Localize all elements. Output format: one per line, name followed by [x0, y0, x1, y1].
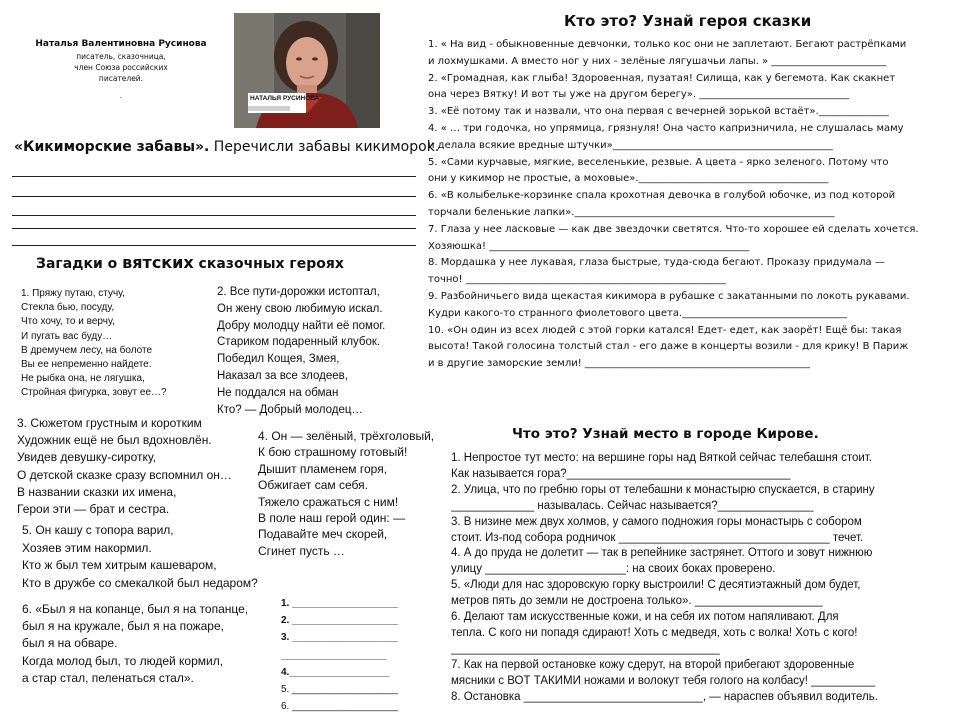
- riddle-5: [22, 522, 258, 592]
- answer-blank[interactable]: 5. ___________________: [281, 684, 398, 696]
- hero-line: 9. Разбойничьего вида щекастая кикимора в рубашке с закатанными по локоть рукавами.: [428, 290, 910, 302]
- answer-blank[interactable]: 4.__________________: [281, 666, 390, 678]
- answer-blank[interactable]: 3. ___________________: [281, 632, 398, 644]
- riddle-line: а стар стал, пеленаться стал».: [22, 670, 194, 685]
- hero-line: и делала всякие вредные штучки»____________________________________________: [428, 139, 833, 151]
- hero-line: и в другие заморские земли! _____________________________________________: [428, 358, 810, 370]
- author-desc-line: член Союза российских: [74, 63, 168, 72]
- hero-line: 7. Глаза у нее ласковые — как две звездочки светятся. Что-то хорошее ей сделать хочется.: [428, 223, 919, 235]
- place-line: стоит. Из-под собора родничок _________________________________ течет.: [451, 531, 864, 544]
- kikimora-task: Перечисли забавы кикимороk.: [209, 139, 440, 155]
- riddle-line: В поле наш герой один: —: [258, 511, 406, 526]
- riddle-line: Герои эти — брат и сестра.: [17, 502, 170, 517]
- place-line: __________________________________________: [451, 642, 720, 655]
- riddle-line: Добру молодцу найти её помог.: [217, 319, 386, 332]
- author-name: Наталья Валентиновна Русинова: [35, 39, 207, 49]
- place-line: 4. А до пруда не долетит — так в репейнике застрянет. Оттого и зовут нижнюю: [451, 547, 873, 560]
- riddle-1: [21, 287, 167, 401]
- riddles-title: [36, 253, 344, 272]
- riddle-line: Дышит пламенем горя,: [258, 461, 388, 476]
- hero-line: высота! Такой голосина толстый стал - его даже в концерты возили - для крику! В Париж: [428, 341, 909, 353]
- riddle-line: Вы ее непременно найдете.: [21, 359, 152, 371]
- riddle-line: был я на кружале, был я на пожаре,: [22, 619, 224, 634]
- kikimora-title: «Кикиморские забавы».: [14, 139, 210, 155]
- hero-line: она через Вятку! И вот ты уже на другом берегу». ______________________________: [428, 89, 850, 101]
- answer-line: [12, 228, 416, 229]
- answer-blank[interactable]: 1. ___________________: [281, 598, 398, 609]
- answer-blank[interactable]: 6. ___________________: [281, 701, 398, 713]
- riddle-line: был я на обваре.: [22, 636, 118, 651]
- riddle-answers: [281, 595, 398, 715]
- author-desc-line: писатель, сказочница,: [76, 52, 166, 61]
- photo-caption: НАТАЛЬЯ РУСИНОВА: [250, 95, 320, 102]
- hero-line: 8. Мордашка у нее лукавая, глаза быстрые, туда-сюда бегают. Проказу придумала —: [428, 257, 885, 269]
- riddle-line: И пугать вас буду…: [21, 330, 113, 342]
- riddle-line: Что хочу, то и верчу,: [21, 316, 115, 328]
- hero-line: они у кикимор не простые, а моховые».______________________________________: [428, 173, 829, 185]
- riddle-line: Стариком подаренный клубок.: [217, 336, 381, 349]
- hero-line: точно! ____________________________________________________: [428, 274, 726, 286]
- hero-line: 6. «В колыбельке-корзинке спала крохотная девочка в голубой юбочке, из под которой: [428, 190, 896, 202]
- hero-line: 5. «Сами курчавые, мягкие, веселенькие, резвые. А цвета - ярко зеленого. Потому что: [428, 156, 889, 168]
- answer-line: [12, 215, 416, 216]
- riddle-line: К бою страшному готовый!: [258, 445, 408, 460]
- riddle-line: Он жену свою любимую искал.: [217, 302, 383, 315]
- riddle-line: 6. «Был я на копанце, был я на топанце,: [22, 602, 249, 616]
- riddle-line: Стройная фигурка, зовут ее…?: [21, 387, 167, 399]
- places-list: [451, 451, 951, 706]
- riddle-line: Стекла бью, посуду,: [21, 302, 115, 314]
- answer-line: [12, 176, 416, 177]
- place-line: 5. «Люди для нас здоровскую горку выстроили! С десятиэтажный дом будет,: [451, 579, 861, 592]
- riddle-4: [258, 428, 434, 559]
- place-line: 1. Непростое тут место: на вершине горы над Вяткой сейчас телебашня стоит.: [451, 452, 872, 464]
- riddle-line: Сгинет пусть …: [258, 543, 345, 558]
- place-line: метров пять до земли не достроена только». ____________________: [451, 595, 823, 608]
- place-line: тепла. С кого ни попадя сдирают! Хоть с медведя, хоть с волка! Хоть с кого!: [451, 626, 858, 639]
- riddle-line: 5. Он кашу с топора варил,: [22, 523, 174, 537]
- hero-line: 1. « На вид - обыкновенные девчонки, только кос они не заплетают. Бегают растрёпками: [428, 39, 907, 50]
- riddle-line: Кто ж был тем хитрым кашеваром,: [22, 558, 217, 573]
- riddles-title-part: сказочных героях: [193, 256, 344, 272]
- place-line: 3. В низине меж двух холмов, у самого подножия горы монастырь с собором: [451, 515, 862, 528]
- riddle-line: Не поддался на обман: [217, 386, 339, 399]
- answer-blank[interactable]: ___________________: [281, 649, 387, 661]
- places-title: Что это? Узнай место в городе Кирове.: [512, 426, 819, 442]
- riddle-line: Увидев девушку-сиротку,: [17, 450, 157, 465]
- riddle-line: 1. Пряжу путаю, стучу,: [21, 288, 125, 299]
- kikimora-question: [14, 138, 439, 156]
- answer-blank[interactable]: 2. ___________________: [281, 615, 398, 627]
- riddle-6: [22, 601, 248, 687]
- hero-line: 4. « … три годочка, но упрямица, грязнуля! Она часто капризничила, не слушалась маму: [428, 122, 904, 134]
- riddle-line: Обжигает сам себя.: [258, 478, 368, 493]
- place-line: улицу ______________________: на своих боках проверено.: [451, 563, 776, 576]
- author-desc-line: писателей.: [98, 74, 144, 83]
- answer-line: [12, 196, 416, 197]
- riddle-line: Кто? — Добрый молодец…: [217, 403, 363, 416]
- hero-line: торчали беленькие лапки».____________________________________________________: [428, 206, 835, 218]
- place-line: 2. Улица, что по гребню горы от телебашни к монастырю спускается, в старину: [451, 483, 875, 496]
- riddle-line: Художник ещё не был вдохновлён.: [17, 433, 212, 448]
- riddle-2: [217, 284, 385, 418]
- riddle-line: Тяжело сражаться с ним!: [258, 494, 399, 509]
- riddle-line: 4. Он — зелёный, трёхголовый,: [258, 429, 435, 443]
- answer-line: [12, 245, 416, 246]
- riddle-line: О детской сказке сразу вспомнил он…: [17, 467, 232, 482]
- riddle-line: Хозяев этим накормил.: [22, 540, 152, 555]
- riddle-line: 3. Сюжетом грустным и коротким: [17, 416, 202, 430]
- riddle-line: Подавайте меч скорей,: [258, 527, 388, 542]
- riddle-line: Не рыбка она, не лягушка,: [21, 373, 145, 385]
- riddle-line: 2. Все пути-дорожки истоптал,: [217, 286, 380, 298]
- heroes-title: Кто это? Узнай героя сказки: [564, 12, 812, 30]
- heroes-list: [428, 37, 953, 373]
- hero-line: 3. «Её потому так и назвали, что она первая с вечерней зорькой встаёт».______________: [428, 106, 889, 118]
- riddle-line: Наказал за все злодеев,: [217, 369, 348, 382]
- hero-line: Хозяюшка! ____________________________________________________: [428, 240, 750, 252]
- place-line: мясники с ВОТ ТАКИМИ ножами и волокут тебя голого на колбасу! __________: [451, 674, 876, 687]
- riddle-line: В названии сказки их имена,: [17, 484, 177, 499]
- riddles-title-part: вятских: [122, 253, 194, 272]
- author-desc-dot: .: [119, 91, 123, 100]
- hero-line: и лохмушками. А вместо ног у них - зелёные лягушачьи лапы. » _______________________: [428, 55, 887, 67]
- place-line: _____________ называлась. Сейчас называется?_______________: [451, 499, 814, 512]
- riddle-line: В дремучем лесу, на болоте: [21, 344, 153, 356]
- place-line: 8. Остановка ____________________________, — нараспев объявил водитель.: [451, 690, 878, 703]
- riddle-line: Когда молод был, то людей кормил,: [22, 653, 224, 668]
- author-portrait-image: [234, 13, 380, 128]
- hero-line: 10. «Он один из всех людей с этой горки катался! Едет- едет, как заорёт! Ещё бы: такая: [428, 324, 902, 336]
- place-line: 6. Делают там искусственные кожи, и на себя их потом напяливают. Для: [451, 611, 839, 624]
- hero-line: Кудри какого-то странного фиолетового цвета._________________________________: [428, 307, 848, 319]
- place-line: Как называется гора?___________________________________: [451, 467, 791, 480]
- riddles-title-part: Загадки о: [36, 256, 123, 272]
- hero-line: 2. «Громадная, как глыба! Здоровенная, пузатая! Силища, как у бегемота. Как скакнет: [428, 72, 896, 84]
- place-line: 7. Как на первой остановке кожу сдерут, на второй прибегают здоровенные: [451, 658, 855, 671]
- author-photo: [234, 13, 380, 128]
- riddle-line: Кто в дружбе со смекалкой был недаром?: [22, 575, 258, 590]
- riddle-3: [17, 415, 232, 518]
- riddle-line: Победил Кощея, Змея,: [217, 353, 340, 366]
- author-description: [14, 51, 228, 101]
